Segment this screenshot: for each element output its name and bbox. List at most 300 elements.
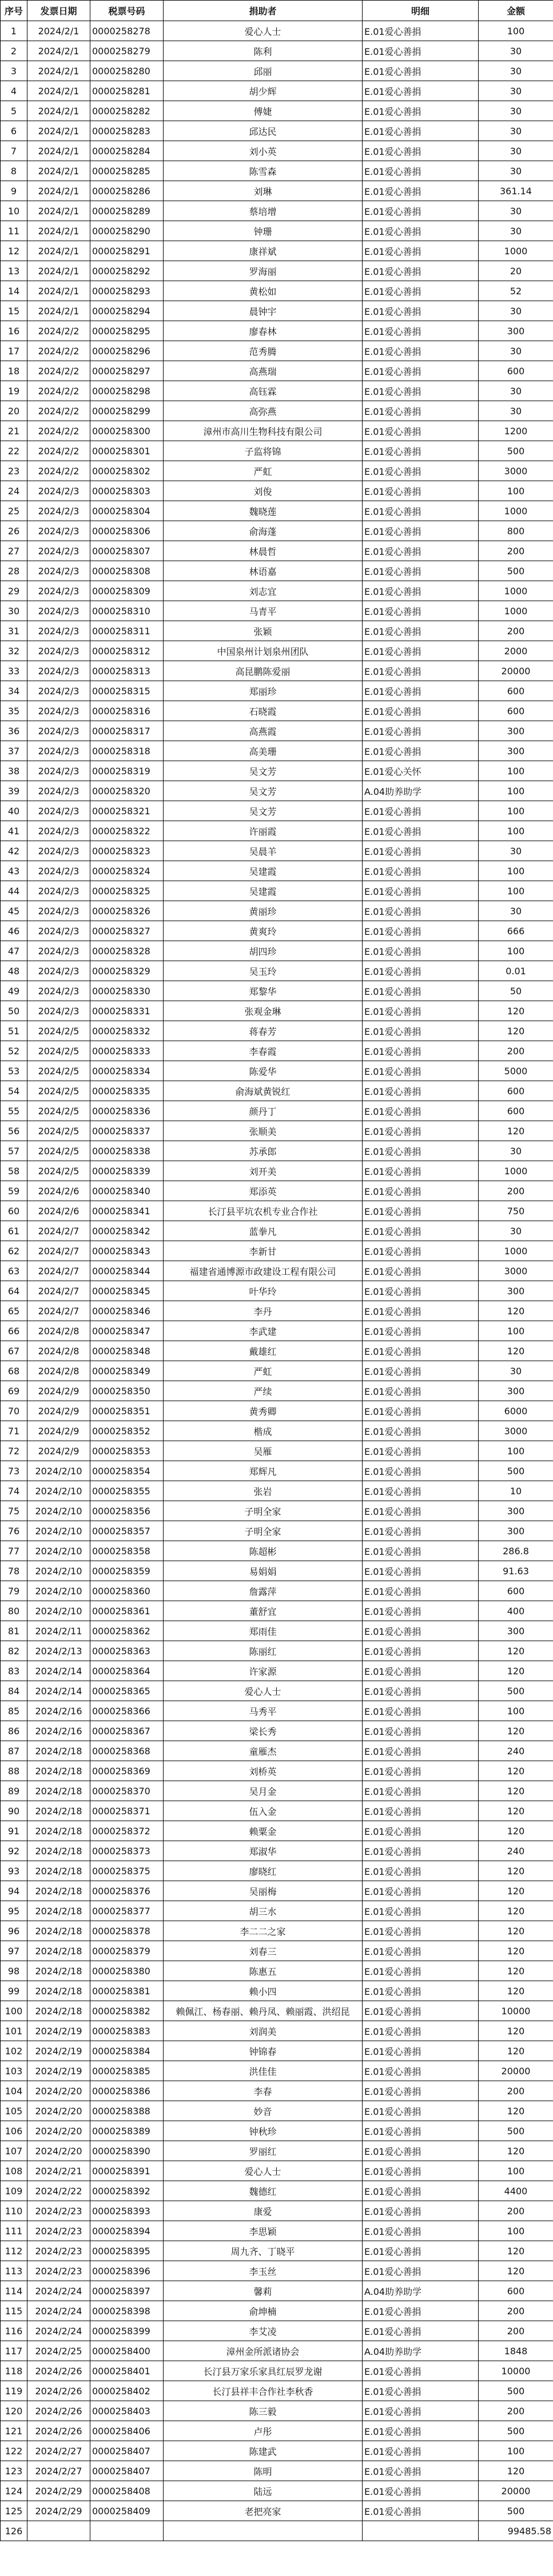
- invoice-number-cell: 0000258343: [90, 1241, 164, 1261]
- table-row: [1, 521, 553, 541]
- date-cell: 2024/2/20: [27, 2121, 90, 2141]
- date-cell: 2024/2/3: [27, 621, 90, 641]
- invoice-number-cell: 0000258369: [90, 1761, 164, 1781]
- serial-cell: 103: [1, 2061, 27, 2081]
- table-row: [1, 1821, 553, 1841]
- table-row: [1, 2021, 553, 2041]
- detail-cell: E.01爱心善捐: [363, 181, 479, 201]
- invoice-number-cell: 0000258302: [90, 461, 164, 481]
- table-row: [1, 1881, 553, 1901]
- table-header: [1, 1, 553, 21]
- date-cell: 2024/2/10: [27, 1501, 90, 1521]
- amount-cell: 500: [479, 2381, 553, 2401]
- serial-cell: 122: [1, 2441, 27, 2461]
- donor-cell: 赖佩江、杨春丽、赖丹凤、赖丽霞、洪绍昆: [164, 2001, 363, 2021]
- date-cell: 2024/2/3: [27, 701, 90, 721]
- date-cell: 2024/2/16: [27, 1721, 90, 1741]
- date-cell: 2024/2/11: [27, 1621, 90, 1641]
- serial-cell: 112: [1, 2241, 27, 2261]
- date-cell: 2024/2/2: [27, 321, 90, 341]
- table-row: [1, 1181, 553, 1201]
- date-cell: 2024/2/3: [27, 601, 90, 621]
- table-row: [1, 2341, 553, 2361]
- amount-cell: 30: [479, 1361, 553, 1381]
- invoice-number-cell: 0000258392: [90, 2181, 164, 2201]
- amount-cell: 500: [479, 2421, 553, 2441]
- amount-cell: 200: [479, 2321, 553, 2341]
- invoice-number-cell: 0000258342: [90, 1221, 164, 1241]
- invoice-number-cell: 0000258380: [90, 1961, 164, 1981]
- donor-cell: 吴建霞: [164, 861, 363, 881]
- serial-cell: 32: [1, 641, 27, 661]
- amount-cell: 120: [479, 1901, 553, 1921]
- table-row: [1, 601, 553, 621]
- detail-cell: E.01爱心善捐: [363, 721, 479, 741]
- date-cell: 2024/2/9: [27, 1381, 90, 1401]
- date-cell: 2024/2/1: [27, 81, 90, 101]
- date-cell: 2024/2/8: [27, 1361, 90, 1381]
- serial-cell: 93: [1, 1861, 27, 1881]
- table-row: [1, 2221, 553, 2241]
- detail-cell: E.01爱心善捐: [363, 1901, 479, 1921]
- detail-cell: E.01爱心善捐: [363, 1701, 479, 1721]
- date-cell: 2024/2/3: [27, 801, 90, 821]
- table-row: [1, 1461, 553, 1481]
- donor-cell: 高燕霞: [164, 721, 363, 741]
- date-cell: 2024/2/25: [27, 2341, 90, 2361]
- detail-cell: E.01爱心善捐: [363, 1521, 479, 1541]
- amount-cell: 120: [479, 2141, 553, 2161]
- donor-cell: 李艾凌: [164, 2321, 363, 2341]
- detail-cell: E.01爱心善捐: [363, 541, 479, 561]
- detail-cell: A.04助养助学: [363, 2281, 479, 2301]
- detail-cell: E.01爱心善捐: [363, 2181, 479, 2201]
- invoice-number-cell: 0000258285: [90, 161, 164, 181]
- amount-cell: 120: [479, 1821, 553, 1841]
- detail-cell: E.01爱心善捐: [363, 321, 479, 341]
- detail-cell: E.01爱心善捐: [363, 641, 479, 661]
- amount-cell: 120: [479, 1981, 553, 2001]
- table-row: [1, 2161, 553, 2181]
- donor-cell: 陈明: [164, 2461, 363, 2481]
- donor-cell: 魏晓莲: [164, 501, 363, 521]
- donor-cell: 戴雄红: [164, 1341, 363, 1361]
- invoice-number-cell: 0000258341: [90, 1201, 164, 1221]
- amount-cell: 100: [479, 861, 553, 881]
- amount-cell: 3000: [479, 461, 553, 481]
- invoice-number-cell: 0000258381: [90, 1981, 164, 2001]
- donor-cell: 楷成: [164, 1421, 363, 1441]
- amount-cell: 120: [479, 1861, 553, 1881]
- donor-cell: 罗海丽: [164, 261, 363, 281]
- amount-cell: 120: [479, 1121, 553, 1141]
- serial-cell: 123: [1, 2461, 27, 2481]
- donor-cell: 晨钟宇: [164, 301, 363, 321]
- donor-cell: 子明全家: [164, 1521, 363, 1541]
- table-row: [1, 1081, 553, 1101]
- amount-cell: 120: [479, 1761, 553, 1781]
- date-cell: 2024/2/18: [27, 1781, 90, 1801]
- table-row: [1, 341, 553, 361]
- detail-cell: E.01爱心善捐: [363, 621, 479, 641]
- detail-cell: E.01爱心善捐: [363, 121, 479, 141]
- invoice-number-cell: 0000258394: [90, 2221, 164, 2241]
- serial-cell: 36: [1, 721, 27, 741]
- serial-cell: 30: [1, 601, 27, 621]
- invoice-number-cell: 0000258383: [90, 2021, 164, 2041]
- amount-cell: 200: [479, 2081, 553, 2101]
- amount-cell: 120: [479, 1661, 553, 1681]
- table-row: [1, 1701, 553, 1721]
- serial-cell: 115: [1, 2301, 27, 2321]
- amount-cell: 30: [479, 101, 553, 121]
- detail-cell: E.01爱心善捐: [363, 801, 479, 821]
- date-cell: 2024/2/18: [27, 1841, 90, 1861]
- detail-cell: E.01爱心善捐: [363, 381, 479, 401]
- serial-cell: 48: [1, 961, 27, 981]
- invoice-number-cell: 0000258289: [90, 201, 164, 221]
- date-cell: 2024/2/22: [27, 2181, 90, 2201]
- serial-cell: 114: [1, 2281, 27, 2301]
- serial-cell: 120: [1, 2401, 27, 2421]
- date-cell: 2024/2/18: [27, 1741, 90, 1761]
- donor-cell: 李思颖: [164, 2221, 363, 2241]
- table-row: [1, 1961, 553, 1981]
- amount-cell: 120: [479, 1021, 553, 1041]
- donor-cell: 李丹: [164, 1301, 363, 1321]
- detail-cell: E.01爱心善捐: [363, 2041, 479, 2061]
- invoice-number-cell: 0000258339: [90, 1161, 164, 1181]
- donor-cell: 爱心人士: [164, 1681, 363, 1701]
- invoice-number-cell: 0000258312: [90, 641, 164, 661]
- table-row: [1, 2401, 553, 2421]
- table-row: [1, 1021, 553, 1041]
- amount-cell: 30: [479, 221, 553, 241]
- serial-cell: 100: [1, 2001, 27, 2021]
- detail-cell: E.01爱心善捐: [363, 1481, 479, 1501]
- table-row: [1, 261, 553, 281]
- date-cell: 2024/2/1: [27, 121, 90, 141]
- amount-cell: 120: [479, 2461, 553, 2481]
- donor-cell: 马青平: [164, 601, 363, 621]
- date-cell: 2024/2/1: [27, 221, 90, 241]
- donor-cell: 高燕瑞: [164, 361, 363, 381]
- table-row: [1, 2141, 553, 2161]
- donor-cell: 高美珊: [164, 741, 363, 761]
- serial-cell: 19: [1, 381, 27, 401]
- amount-cell: 100: [479, 21, 553, 41]
- serial-cell: 83: [1, 1661, 27, 1681]
- detail-cell: E.01爱心善捐: [363, 1941, 479, 1961]
- table-row: [1, 581, 553, 601]
- amount-cell: 3000: [479, 1261, 553, 1281]
- donor-cell: 苏承郎: [164, 1141, 363, 1161]
- amount-cell: 100: [479, 821, 553, 841]
- amount-cell: 120: [479, 1881, 553, 1901]
- empty-cell: [363, 2521, 479, 2541]
- detail-cell: E.01爱心善捐: [363, 1501, 479, 1521]
- invoice-number-cell: 0000258309: [90, 581, 164, 601]
- amount-cell: 200: [479, 1181, 553, 1201]
- amount-cell: 200: [479, 1041, 553, 1061]
- invoice-number-cell: 0000258359: [90, 1561, 164, 1581]
- invoice-number-cell: 0000258292: [90, 261, 164, 281]
- date-cell: 2024/2/5: [27, 1161, 90, 1181]
- donor-cell: 长汀县万家乐家具红辰罗龙谢: [164, 2361, 363, 2381]
- table-row: [1, 761, 553, 781]
- table-row: [1, 921, 553, 941]
- table-row: [1, 181, 553, 201]
- date-cell: 2024/2/23: [27, 2241, 90, 2261]
- table-row: [1, 2101, 553, 2121]
- date-cell: 2024/2/27: [27, 2461, 90, 2481]
- donor-cell: 刘小英: [164, 141, 363, 161]
- table-row: [1, 681, 553, 701]
- table-row: [1, 2301, 553, 2321]
- serial-cell: 107: [1, 2141, 27, 2161]
- date-cell: 2024/2/20: [27, 2101, 90, 2121]
- donor-cell: 詹露萍: [164, 1581, 363, 1601]
- donor-cell: 陈超彬: [164, 1541, 363, 1561]
- detail-cell: E.01爱心善捐: [363, 21, 479, 41]
- date-cell: 2024/2/3: [27, 481, 90, 501]
- serial-cell: 25: [1, 501, 27, 521]
- invoice-number-cell: 0000258325: [90, 881, 164, 901]
- table-row: [1, 2321, 553, 2341]
- amount-cell: 1000: [479, 1161, 553, 1181]
- donor-cell: 中国泉州计划泉州团队: [164, 641, 363, 661]
- table-row: [1, 381, 553, 401]
- date-cell: 2024/2/10: [27, 1481, 90, 1501]
- serial-cell: 109: [1, 2181, 27, 2201]
- detail-cell: E.01爱心善捐: [363, 2081, 479, 2101]
- amount-cell: 10000: [479, 2361, 553, 2381]
- detail-cell: E.01爱心善捐: [363, 2401, 479, 2421]
- invoice-number-cell: 0000258349: [90, 1361, 164, 1381]
- serial-cell: 3: [1, 61, 27, 81]
- serial-cell: 111: [1, 2221, 27, 2241]
- table-row: [1, 1041, 553, 1061]
- donor-cell: 张观金琳: [164, 1001, 363, 1021]
- date-cell: 2024/2/18: [27, 1921, 90, 1941]
- detail-cell: E.01爱心善捐: [363, 301, 479, 321]
- table-row: [1, 321, 553, 341]
- amount-cell: 300: [479, 721, 553, 741]
- detail-cell: E.01爱心善捐: [363, 701, 479, 721]
- invoice-number-cell: 0000258391: [90, 2161, 164, 2181]
- table-row: [1, 1521, 553, 1541]
- date-cell: 2024/2/2: [27, 341, 90, 361]
- serial-cell: 68: [1, 1361, 27, 1381]
- table-row: [1, 801, 553, 821]
- amount-cell: 200: [479, 2201, 553, 2221]
- serial-cell: 62: [1, 1241, 27, 1261]
- invoice-number-cell: 0000258384: [90, 2041, 164, 2061]
- date-cell: 2024/2/7: [27, 1301, 90, 1321]
- detail-cell: E.01爱心善捐: [363, 601, 479, 621]
- date-cell: 2024/2/9: [27, 1441, 90, 1461]
- serial-cell: 60: [1, 1201, 27, 1221]
- amount-cell: 100: [479, 1701, 553, 1721]
- serial-cell: 125: [1, 2501, 27, 2521]
- donor-cell: 胡三水: [164, 1901, 363, 1921]
- date-cell: 2024/2/5: [27, 1141, 90, 1161]
- table-row: [1, 121, 553, 141]
- amount-cell: 30: [479, 381, 553, 401]
- table-row: [1, 1301, 553, 1321]
- detail-cell: E.01爱心善捐: [363, 1821, 479, 1841]
- amount-cell: 240: [479, 1741, 553, 1761]
- detail-cell: E.01爱心善捐: [363, 1921, 479, 1941]
- table-row: [1, 2201, 553, 2221]
- serial-cell: 31: [1, 621, 27, 641]
- amount-cell: 52: [479, 281, 553, 301]
- amount-cell: 666: [479, 921, 553, 941]
- donor-cell: 吴晨羊: [164, 841, 363, 861]
- table-row: [1, 1901, 553, 1921]
- donor-cell: 邱丽: [164, 61, 363, 81]
- donor-cell: 刘琳: [164, 181, 363, 201]
- amount-cell: 300: [479, 1281, 553, 1301]
- table-row: [1, 1781, 553, 1801]
- invoice-number-cell: 0000258376: [90, 1881, 164, 1901]
- serial-cell: 4: [1, 81, 27, 101]
- table-row: [1, 481, 553, 501]
- detail-cell: E.01爱心善捐: [363, 2481, 479, 2501]
- date-cell: 2024/2/21: [27, 2161, 90, 2181]
- date-cell: 2024/2/9: [27, 1421, 90, 1441]
- donor-cell: 吴月金: [164, 1781, 363, 1801]
- date-cell: 2024/2/18: [27, 1941, 90, 1961]
- donor-cell: 陈建武: [164, 2441, 363, 2461]
- invoice-number-cell: 0000258344: [90, 1261, 164, 1281]
- date-cell: 2024/2/16: [27, 1701, 90, 1721]
- invoice-number-cell: 0000258320: [90, 781, 164, 801]
- date-cell: 2024/2/1: [27, 41, 90, 61]
- detail-cell: E.01爱心善捐: [363, 981, 479, 1001]
- invoice-number-cell: 0000258332: [90, 1021, 164, 1041]
- detail-cell: E.01爱心善捐: [363, 1841, 479, 1861]
- invoice-number-cell: 0000258368: [90, 1741, 164, 1761]
- table-row: [1, 2381, 553, 2401]
- table-row: [1, 541, 553, 561]
- amount-cell: 1000: [479, 1241, 553, 1261]
- invoice-number-cell: 0000258388: [90, 2101, 164, 2121]
- date-cell: 2024/2/3: [27, 841, 90, 861]
- date-cell: 2024/2/3: [27, 541, 90, 561]
- detail-cell: E.01爱心善捐: [363, 2241, 479, 2261]
- invoice-number-cell: 0000258351: [90, 1401, 164, 1421]
- donor-cell: 馨莉: [164, 2281, 363, 2301]
- donor-cell: 傅婕: [164, 101, 363, 121]
- date-cell: 2024/2/5: [27, 1041, 90, 1061]
- serial-cell: 17: [1, 341, 27, 361]
- detail-cell: E.01爱心善捐: [363, 201, 479, 221]
- amount-cell: 100: [479, 781, 553, 801]
- invoice-number-cell: 0000258407: [90, 2441, 164, 2461]
- invoice-number-cell: 0000258350: [90, 1381, 164, 1401]
- donor-cell: 蓝拳凡: [164, 1221, 363, 1241]
- invoice-number-cell: 0000258379: [90, 1941, 164, 1961]
- invoice-number-cell: 0000258398: [90, 2301, 164, 2321]
- amount-cell: 100: [479, 801, 553, 821]
- detail-cell: E.01爱心善捐: [363, 2461, 479, 2481]
- amount-cell: 120: [479, 1781, 553, 1801]
- donor-cell: 陈雪森: [164, 161, 363, 181]
- serial-cell: 54: [1, 1081, 27, 1101]
- amount-cell: 120: [479, 2261, 553, 2281]
- serial-cell: 106: [1, 2121, 27, 2141]
- date-cell: 2024/2/14: [27, 1681, 90, 1701]
- table-row: [1, 741, 553, 761]
- serial-cell: 63: [1, 1261, 27, 1281]
- detail-cell: E.01爱心善捐: [363, 881, 479, 901]
- donor-cell: 卢彤: [164, 2421, 363, 2441]
- date-cell: 2024/2/1: [27, 261, 90, 281]
- donor-cell: 刘开美: [164, 1161, 363, 1181]
- donor-cell: 吴文芳: [164, 761, 363, 781]
- donor-cell: 许丽霞: [164, 821, 363, 841]
- detail-cell: E.01爱心善捐: [363, 1021, 479, 1041]
- table-row: [1, 1401, 553, 1421]
- header-invoice-number: 税票号码: [90, 1, 164, 21]
- invoice-number-cell: 0000258313: [90, 661, 164, 681]
- serial-cell: 39: [1, 781, 27, 801]
- invoice-number-cell: 0000258406: [90, 2421, 164, 2441]
- donor-cell: 陈丽红: [164, 1641, 363, 1661]
- donor-cell: 廖春林: [164, 321, 363, 341]
- invoice-number-cell: 0000258286: [90, 181, 164, 201]
- date-cell: 2024/2/9: [27, 1401, 90, 1421]
- serial-cell: 12: [1, 241, 27, 261]
- serial-cell: 74: [1, 1481, 27, 1501]
- invoice-number-cell: 0000258373: [90, 1841, 164, 1861]
- invoice-number-cell: 0000258355: [90, 1481, 164, 1501]
- amount-cell: 300: [479, 321, 553, 341]
- amount-cell: 100: [479, 881, 553, 901]
- amount-cell: 1000: [479, 601, 553, 621]
- detail-cell: E.01爱心善捐: [363, 1761, 479, 1781]
- serial-cell: 69: [1, 1381, 27, 1401]
- donor-cell: 陈利: [164, 41, 363, 61]
- header-detail: 明细: [363, 1, 479, 21]
- invoice-number-cell: 0000258294: [90, 301, 164, 321]
- serial-cell: 88: [1, 1761, 27, 1781]
- date-cell: 2024/2/18: [27, 1981, 90, 2001]
- date-cell: 2024/2/20: [27, 2081, 90, 2101]
- detail-cell: A.04助养助学: [363, 781, 479, 801]
- date-cell: 2024/2/24: [27, 2301, 90, 2321]
- donor-cell: 张顺美: [164, 1121, 363, 1141]
- date-cell: 2024/2/10: [27, 1541, 90, 1561]
- serial-cell: 94: [1, 1881, 27, 1901]
- invoice-number-cell: 0000258311: [90, 621, 164, 641]
- invoice-number-cell: 0000258300: [90, 421, 164, 441]
- amount-cell: 600: [479, 1581, 553, 1601]
- detail-cell: E.01爱心善捐: [363, 841, 479, 861]
- amount-cell: 300: [479, 1381, 553, 1401]
- donor-cell: 郑淑华: [164, 1841, 363, 1861]
- table-row: [1, 221, 553, 241]
- amount-cell: 600: [479, 361, 553, 381]
- invoice-number-cell: 0000258279: [90, 41, 164, 61]
- serial-cell: 8: [1, 161, 27, 181]
- donor-cell: 郑添英: [164, 1181, 363, 1201]
- invoice-number-cell: 0000258306: [90, 521, 164, 541]
- amount-cell: 100: [479, 761, 553, 781]
- date-cell: 2024/2/3: [27, 741, 90, 761]
- detail-cell: E.01爱心善捐: [363, 141, 479, 161]
